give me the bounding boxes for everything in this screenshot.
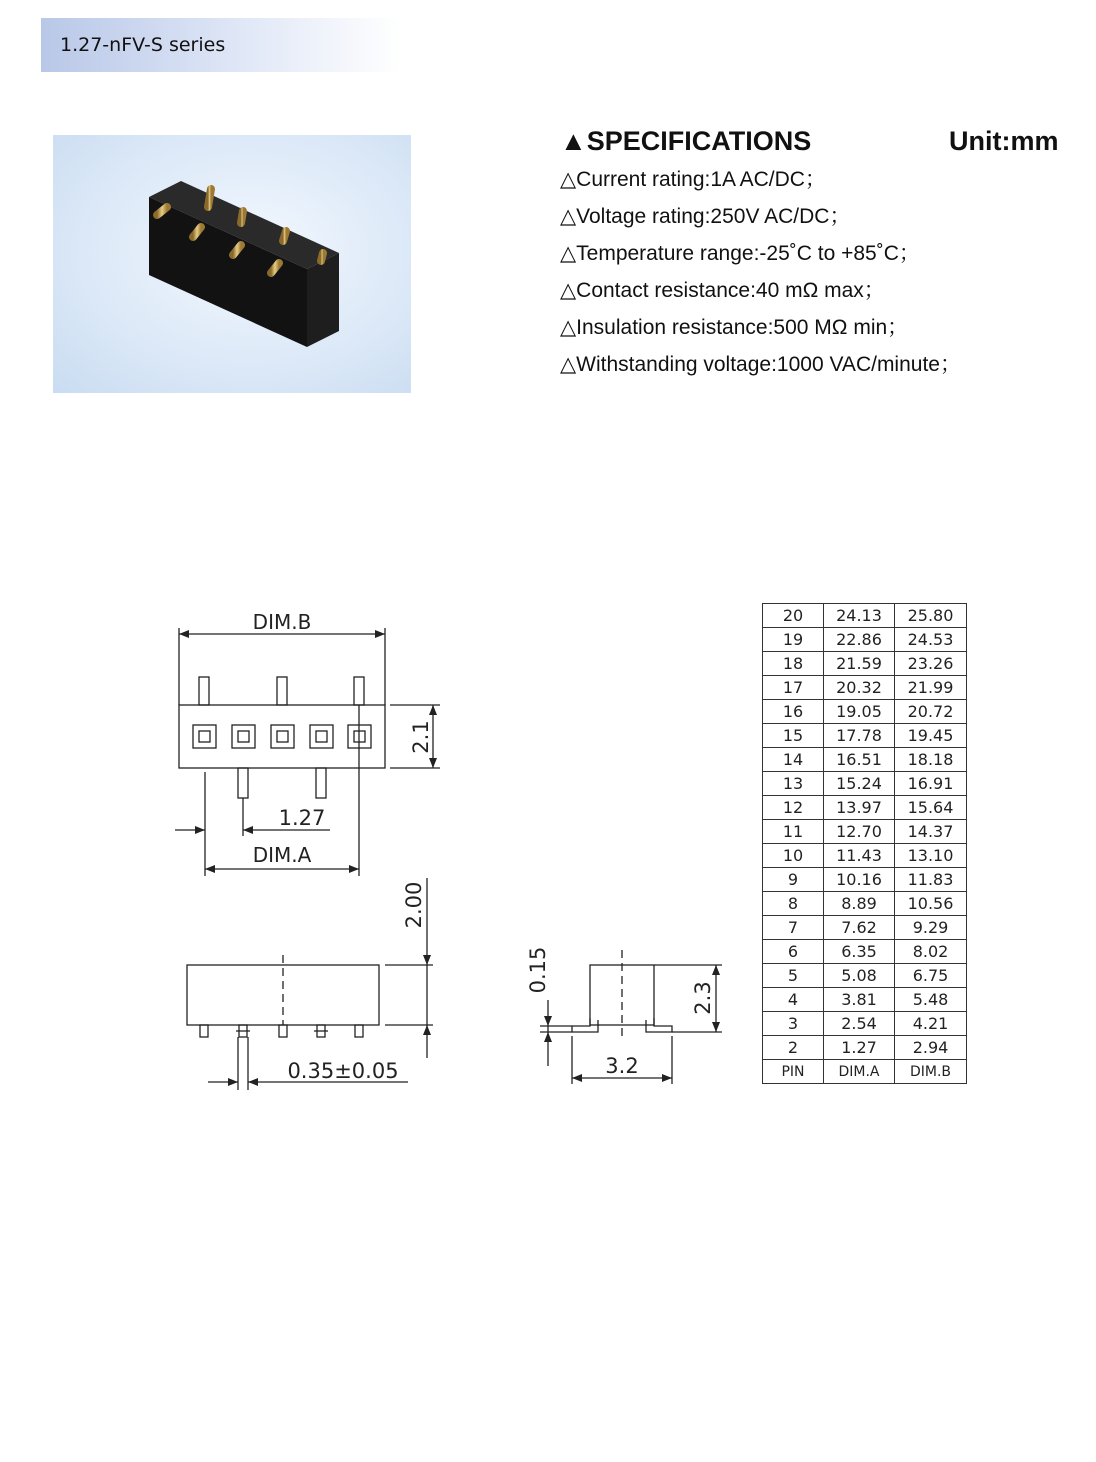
table-row (763, 772, 967, 796)
specifications-unit: Unit:mm (949, 126, 1059, 156)
table-row (763, 844, 967, 868)
end-width-label: 3.2 (605, 1054, 639, 1078)
dimension-table-body (763, 604, 967, 1084)
table-row (763, 1036, 967, 1060)
table-cell: 24.13 (824, 604, 895, 628)
table-cell: 8.02 (895, 940, 967, 964)
spec-withstanding-voltage: △Withstanding voltage:1000 VAC/minute； (560, 353, 961, 376)
table-cell: 14 (763, 748, 824, 772)
specifications-title: ▲SPECIFICATIONS (560, 126, 812, 156)
table-cell: 21.99 (895, 676, 967, 700)
table-cell: 5.48 (895, 988, 967, 1012)
dim-b-label: DIM.B (252, 610, 312, 634)
table-cell: 6.75 (895, 964, 967, 988)
table-cell: 23.26 (895, 652, 967, 676)
table-cell: 19.05 (824, 700, 895, 724)
table-cell: 14.37 (895, 820, 967, 844)
table-row (763, 916, 967, 940)
dim-a-label: DIM.A (252, 843, 312, 867)
table-cell: 20 (763, 604, 824, 628)
table-cell: 11 (763, 820, 824, 844)
table-cell: 5 (763, 964, 824, 988)
table-cell: 17.78 (824, 724, 895, 748)
table-row (763, 700, 967, 724)
table-header-cell: DIM.B (895, 1060, 967, 1084)
table-cell: 4 (763, 988, 824, 1012)
table-cell: 20.72 (895, 700, 967, 724)
table-row (763, 604, 967, 628)
spec-insulation-resistance: △Insulation resistance:500 MΩ min； (560, 316, 909, 339)
table-cell: 16.91 (895, 772, 967, 796)
table-row (763, 892, 967, 916)
end-thickness-label: 0.15 (526, 946, 550, 994)
table-cell: 9.29 (895, 916, 967, 940)
table-cell: 1.27 (824, 1036, 895, 1060)
table-cell: 8.89 (824, 892, 895, 916)
table-row (763, 988, 967, 1012)
table-cell: 6.35 (824, 940, 895, 964)
table-cell: 19 (763, 628, 824, 652)
table-row (763, 676, 967, 700)
table-cell: 10.16 (824, 868, 895, 892)
spec-current-rating: △Current rating:1A AC/DC； (560, 168, 826, 191)
table-cell: 24.53 (895, 628, 967, 652)
table-cell: 8 (763, 892, 824, 916)
table-cell: 12 (763, 796, 824, 820)
table-row (763, 940, 967, 964)
table-cell: 3.81 (824, 988, 895, 1012)
table-cell: 10 (763, 844, 824, 868)
table-row (763, 796, 967, 820)
table-cell: 13.10 (895, 844, 967, 868)
end-height-label: 2.3 (691, 981, 715, 1015)
table-row (763, 868, 967, 892)
table-header-cell: DIM.A (824, 1060, 895, 1084)
table-header-cell: PIN (763, 1060, 824, 1084)
table-cell: 15 (763, 724, 824, 748)
table-row (763, 820, 967, 844)
table-header-row (763, 1060, 967, 1084)
table-cell: 21.59 (824, 652, 895, 676)
table-cell: 15.64 (895, 796, 967, 820)
table-cell: 4.21 (895, 1012, 967, 1036)
spec-voltage-rating: △Voltage rating:250V AC/DC； (560, 205, 851, 228)
table-cell: 5.08 (824, 964, 895, 988)
table-cell: 3 (763, 1012, 824, 1036)
table-cell: 6 (763, 940, 824, 964)
table-cell: 2.94 (895, 1036, 967, 1060)
pitch-label: 1.27 (278, 806, 326, 830)
table-cell: 13.97 (824, 796, 895, 820)
table-cell: 10.56 (895, 892, 967, 916)
table-cell: 22.86 (824, 628, 895, 652)
dimension-table (762, 603, 967, 1084)
table-cell: 7 (763, 916, 824, 940)
table-cell: 11.43 (824, 844, 895, 868)
table-cell: 18 (763, 652, 824, 676)
pin-width-label: 0.35±0.05 (287, 1059, 399, 1083)
table-cell: 2.54 (824, 1012, 895, 1036)
height-top-label: 2.1 (409, 720, 433, 754)
table-cell: 2 (763, 1036, 824, 1060)
table-row (763, 652, 967, 676)
series-title: 1.27-nFV-S series (60, 34, 226, 56)
table-cell: 9 (763, 868, 824, 892)
table-cell: 16.51 (824, 748, 895, 772)
table-row (763, 724, 967, 748)
table-cell: 7.62 (824, 916, 895, 940)
table-cell: 11.83 (895, 868, 967, 892)
side-height-label: 2.00 (402, 881, 426, 929)
table-row (763, 628, 967, 652)
table-row (763, 748, 967, 772)
table-cell: 18.18 (895, 748, 967, 772)
table-cell: 19.45 (895, 724, 967, 748)
table-row (763, 1012, 967, 1036)
table-row (763, 964, 967, 988)
spec-contact-resistance: △Contact resistance:40 mΩ max； (560, 279, 885, 302)
table-cell: 17 (763, 676, 824, 700)
table-cell: 20.32 (824, 676, 895, 700)
table-cell: 25.80 (895, 604, 967, 628)
table-cell: 16 (763, 700, 824, 724)
table-cell: 15.24 (824, 772, 895, 796)
spec-temperature-range: △Temperature range:-25˚C to +85˚C； (560, 242, 920, 265)
table-cell: 12.70 (824, 820, 895, 844)
table-cell: 13 (763, 772, 824, 796)
